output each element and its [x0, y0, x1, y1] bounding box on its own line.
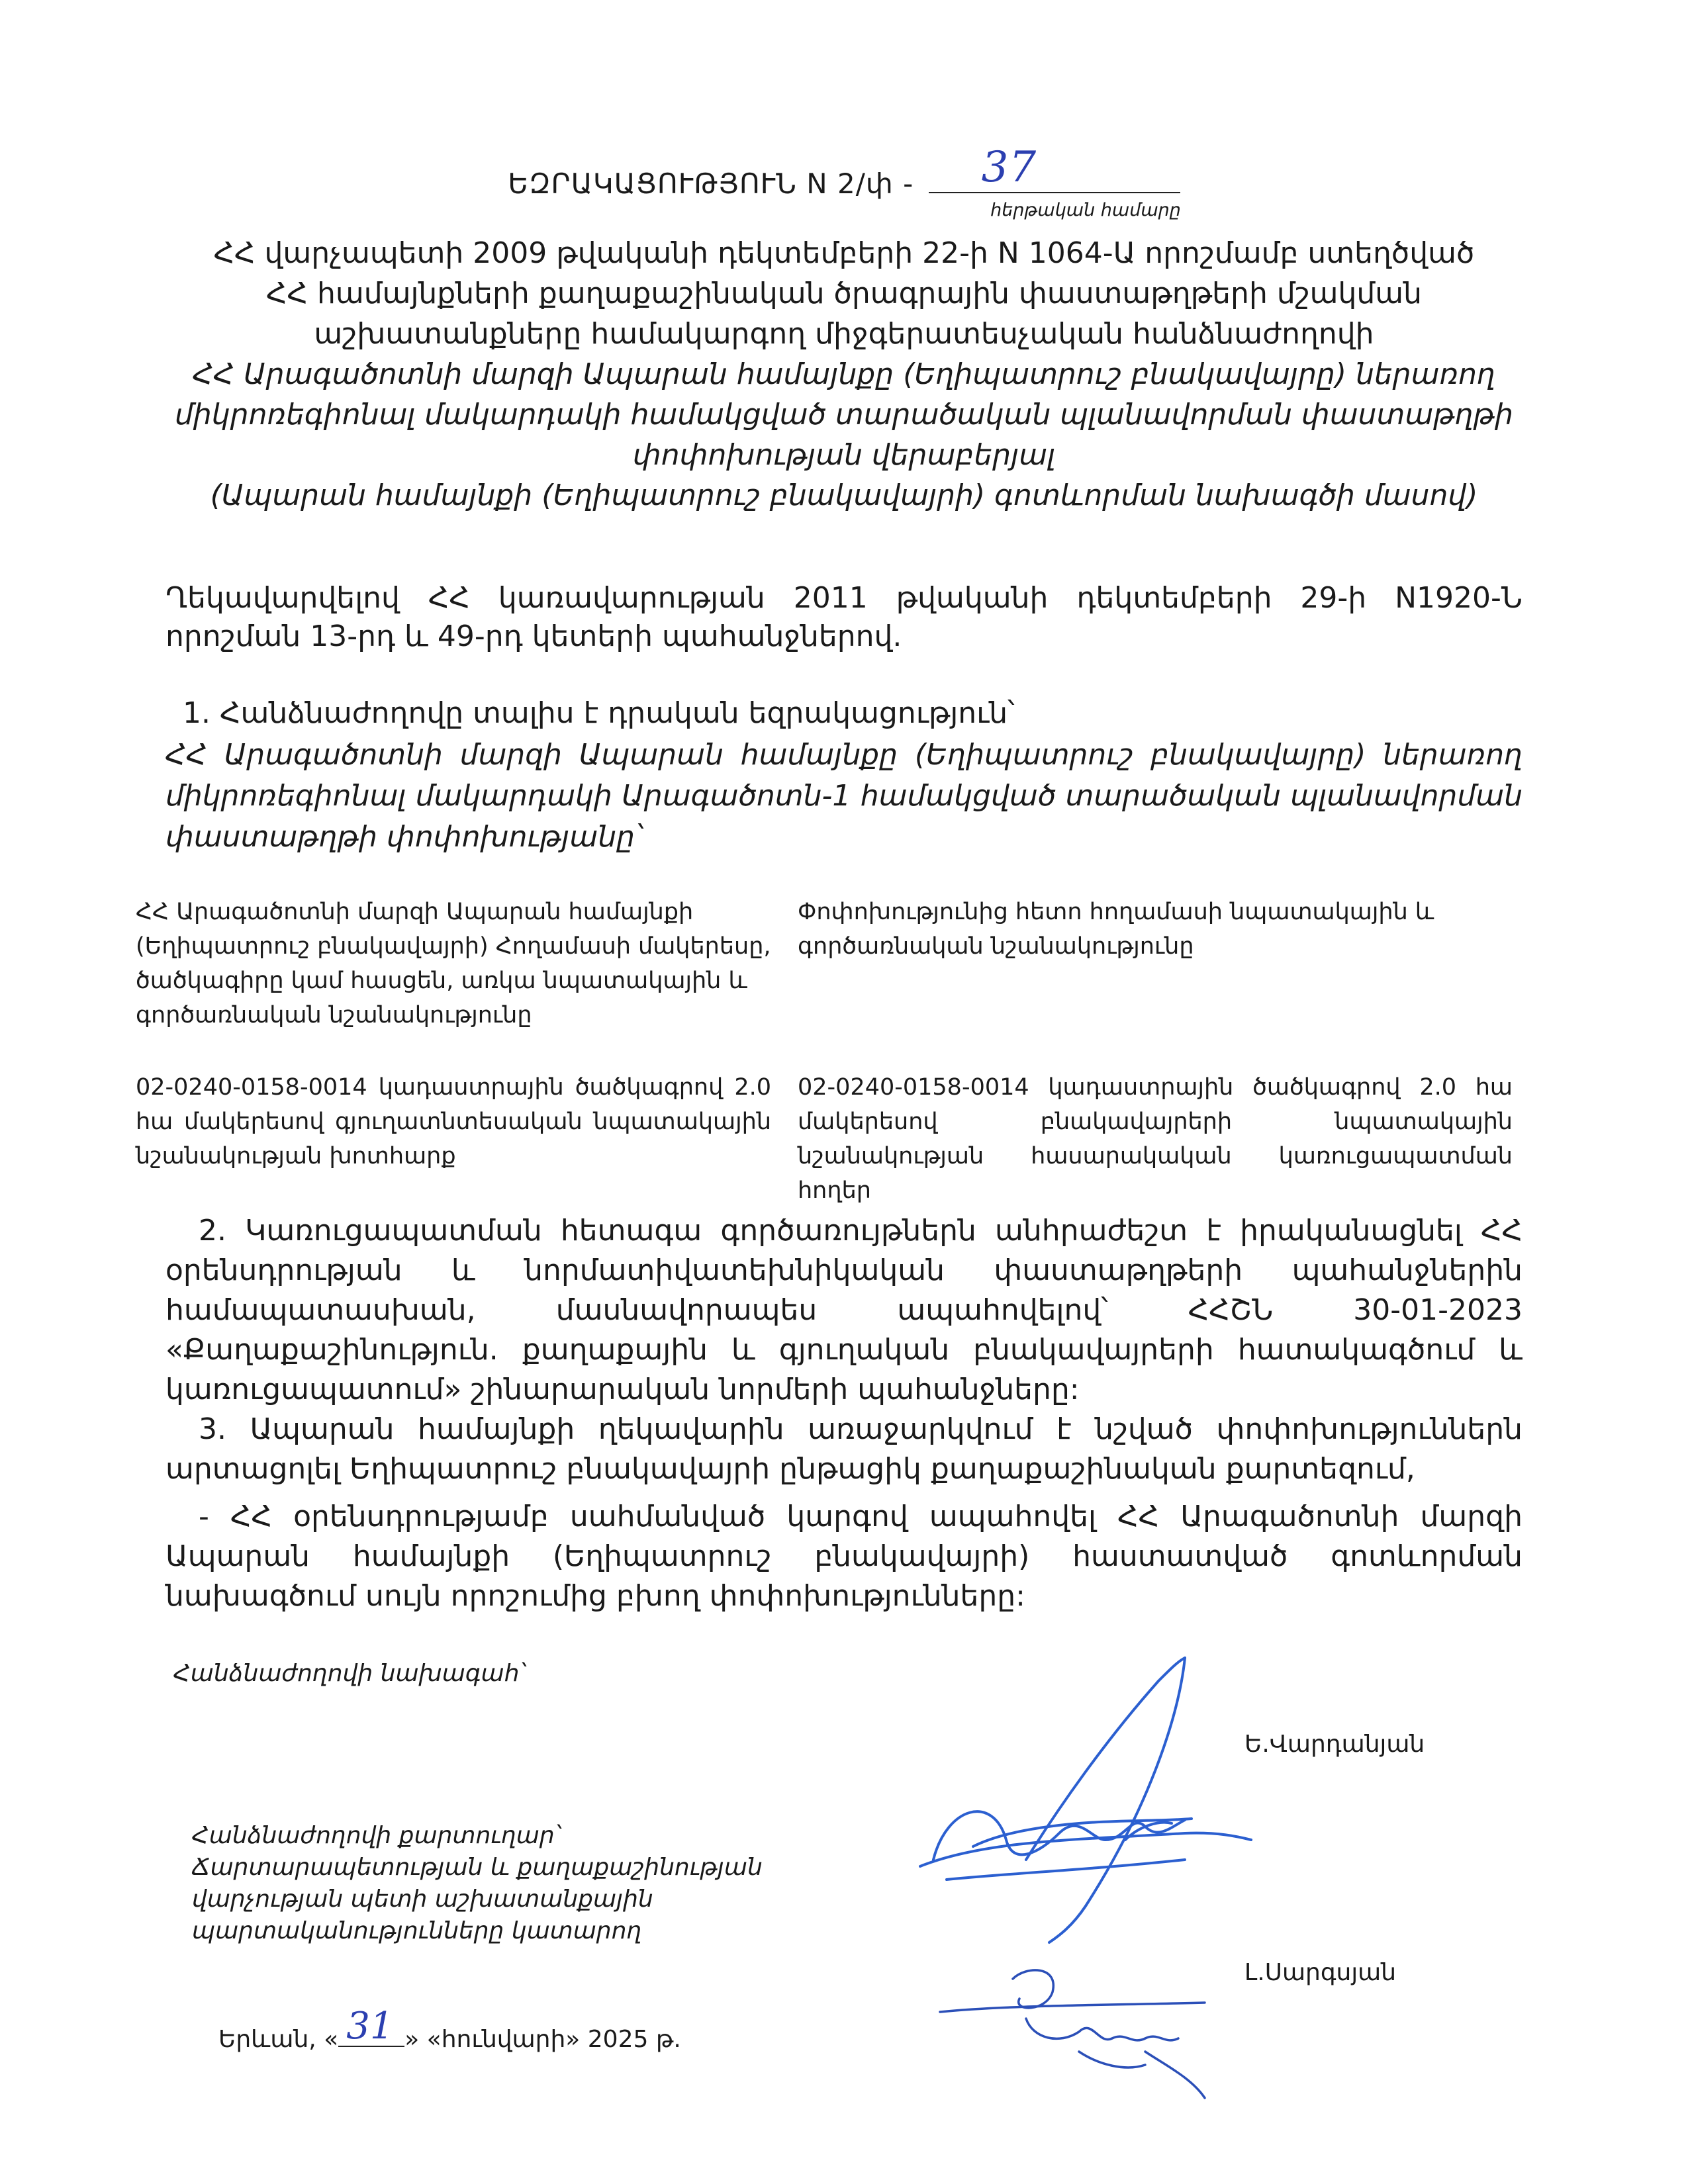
intro-paragraph [165, 579, 1523, 656]
secretary-name: Լ.Սարգսյան [1244, 1959, 1397, 1986]
date-rest: » «հունվարի» 2025 թ. [404, 2026, 681, 2053]
number-slot [929, 143, 1180, 193]
table-row-left: 02-0240-0158-0014 կադաստրային ծածկագրով 2.0 հա մակերեսով գյուղատնտեսական նպատակային նշանակության խոտհարք [136, 1074, 771, 1169]
date-day-handwritten: 31 [346, 2005, 394, 2048]
secretary-title-3: վարչության պետի աշխատանքային [192, 1886, 653, 1913]
chair-signature [907, 1641, 1304, 1946]
secretary-title-1: Հանձնաժողովի քարտուղար՝ [192, 1822, 561, 1849]
secretary-signature [927, 1952, 1244, 2105]
table-head-right: Փոփոխությունից հետո հողամասի նպատակային և գործառնական նշանակությունը [798, 899, 1434, 960]
heading-line-7: (Ապարան համայնքի (Եղիպատրուշ բնակավայրի) գոտևորման նախագծի մասով) [210, 478, 1478, 512]
date-open-quote: « [324, 2026, 339, 2053]
secretary-title-block [192, 1820, 763, 1947]
date-line [218, 2005, 681, 2053]
document-title: ԵԶՐԱԿԱՑՈՒԹՅՈՒՆ N 2/փ - [508, 167, 914, 200]
chair-title: Հանձնաժողովի նախագահ՝ [173, 1660, 525, 1687]
heading-block [165, 233, 1523, 516]
heading-line-5: միկրոռեգիոնալ մակարդակի համակցված տարածական պլանավորման փաստաթղթի [175, 398, 1513, 432]
heading-line-3: աշխատանքները համակարգող միջգերատեսչական հանձնաժողովի [314, 317, 1374, 351]
heading-line-1: ՀՀ վարչապետի 2009 թվականի դեկտեմբերի 22-ի N 1064-Ա որոշմամբ ստեղծված [213, 236, 1475, 270]
item-2-paragraph: 2. Կառուցապատման հետագա գործառույթներն անհրաժեշտ է իրականացնել ՀՀ օրենսդրության և նորմատիվատեխնիկական փաստաթղթերի պահանջներին համապատասխան, մասնավորապես ապահովելով՝ ՀՀՇՆ 30-01-2023 «Քաղաքաշինություն. քաղաքային և գյուղական բնակավայրերի հատակագծում և կառուցապատում» շինարարական նորմերի պահանջները: [165, 1214, 1523, 1406]
heading-line-4: ՀՀ Արագածոտնի մարզի Ապարան համայնքը (Եղիպատրուշ բնակավայրը) ներառող [193, 357, 1495, 391]
table-head-left: ՀՀ Արագածոտնի մարզի Ապարան համայնքի (Եղիպատրուշ բնակավայրի) Հողամասի մակերեսը, ծածկագիրը կամ հասցեն, առկա նպատակային և գործառնական նշանակությունը [136, 899, 771, 1028]
intro-text: Ղեկավարվելով ՀՀ կառավարության 2011 թվականի դեկտեմբերի 29-ի N1920-Ն որոշման 13-րդ և 49-րդ կետերի պահանջներով. [165, 581, 1523, 653]
handwritten-number: 37 [981, 143, 1037, 192]
secretary-title-4: պարտականությունները կատարող [192, 1917, 642, 1944]
number-caption: հերթական համարը [990, 200, 1181, 220]
date-city: Երևան, [218, 2026, 316, 2053]
item-1-label: 1. Հանձնաժողովը տալիս է դրական եզրակացություն՝ [183, 696, 1015, 730]
date-day-slot [338, 2005, 404, 2048]
chair-name: Ե.Վարդանյան [1244, 1731, 1425, 1758]
item-3-paragraph: 3. Ապարան համայնքի ղեկավարին առաջարկվում է նշված փոփոխություններն արտացոլել Եղիպատրուշ բնակավայրի ընթացիկ քաղաքաշինական քարտեզում, [165, 1412, 1523, 1486]
document-title-line [0, 143, 1688, 200]
item-1-body: ՀՀ Արագածոտնի մարզի Ապարան համայնքը (Եղիպատրուշ բնակավայրը) ներառող միկրոռեգիոնալ մակարդակի Արագածոտն-1 համակցված տարածական պլանավորման փաստաթղթի փոփոխությանը՝ [165, 738, 1523, 854]
table-row-right: 02-0240-0158-0014 կադաստրային ծածկագրով 2.0 հա մակերեսով բնակավայրերի նպատակային նշանակության հասարակական կառուցապատման հողեր [798, 1074, 1513, 1204]
secretary-title-2: Ճարտարապետության և քաղաքաշինության [192, 1854, 763, 1881]
item-3b-paragraph: - ՀՀ օրենսդրությամբ սահմանված կարգով ապահովել ՀՀ Արագածոտնի մարզի Ապարան համայնքի (Եղիպատրուշ բնակավայրի) հաստատված գոտևորման նախագծում սույն որոշումից բխող փոփոխությունները: [165, 1500, 1523, 1613]
heading-line-6: փոփոխության վերաբերյալ [632, 438, 1056, 472]
heading-line-2: ՀՀ համայնքների քաղաքաշինական ծրագրային փաստաթղթերի մշակման [265, 277, 1423, 310]
